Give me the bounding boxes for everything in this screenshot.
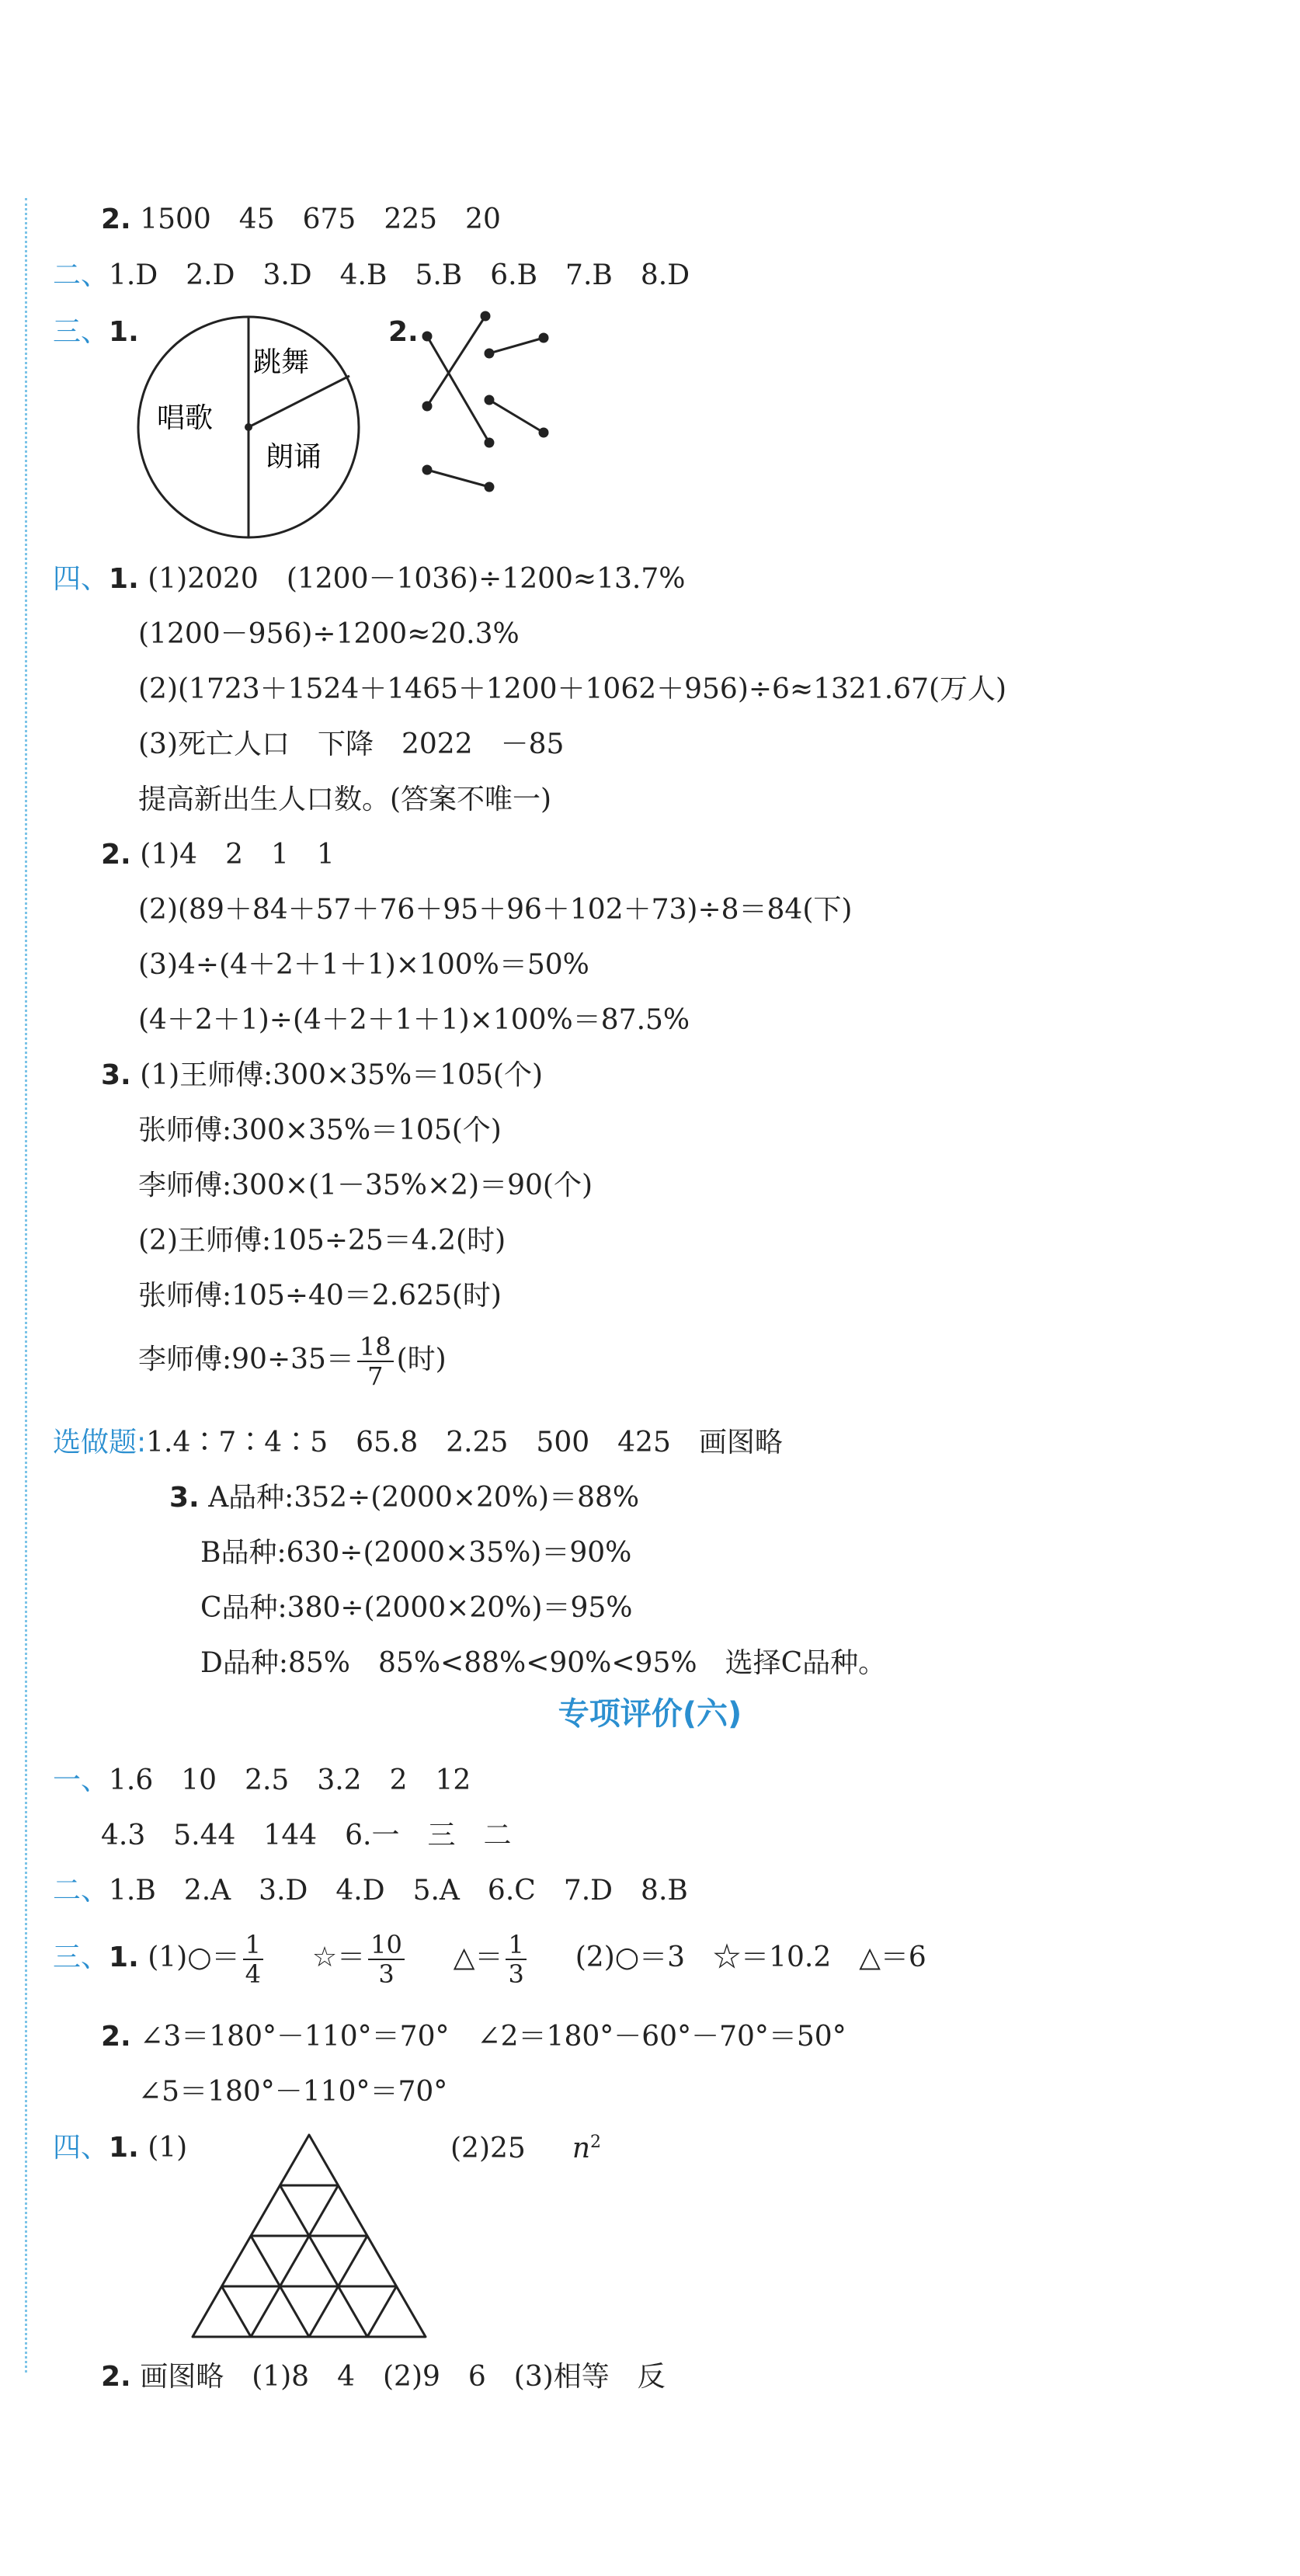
answer-line: (2)王师傅:105÷25＝4.2(时)	[138, 1225, 506, 1257]
answer-line: 三、1.	[53, 316, 139, 348]
section-marker: 四、	[53, 2132, 109, 2164]
answer-line: D品种:85% 85%<88%<90%<95% 选择C品种。	[200, 1647, 887, 1679]
answer-label: 2.	[388, 316, 419, 348]
section-marker: 二、	[53, 259, 109, 291]
fraction: $\frac{18}{7}$	[357, 1334, 394, 1389]
pie-label-recite: 朗诵	[266, 441, 322, 473]
section-marker: 选做题:	[53, 1427, 147, 1458]
answer-line: (1200－956)÷1200≈20.3%	[138, 618, 520, 650]
answer-line: (2)(1723＋1524＋1465＋1200＋1062＋956)÷6≈1321.67(万人)	[138, 673, 1007, 705]
answer-line: 3. (1)王师傅:300×35%＝105(个)	[101, 1059, 544, 1091]
answer-line: 2. ∠3＝180°－110°＝70° ∠2＝180°－60°－70°＝50°	[101, 2021, 846, 2053]
answer-line: 三、1. (1)○＝ $\frac{1}{4}$ ☆＝ $\frac{10}{3}$ △＝ $\frac{1}{3}$ (2)○＝3 ☆＝10.2 △＝6	[53, 1930, 926, 1989]
answer-line: 二、1.D 2.D 3.D 4.B 5.B 6.B 7.B 8.D	[53, 259, 690, 291]
answer-line: (3)死亡人口 下降 2022 －85	[138, 728, 565, 760]
answer-line: 张师傅:105÷40＝2.625(时)	[138, 1280, 502, 1312]
pie-label-sing: 唱歌	[157, 402, 214, 434]
answer-line: 四、1. (1)2020 (1200－1036)÷1200≈13.7%	[53, 563, 686, 595]
answer-line: (4＋2＋1)÷(4＋2＋1＋1)×100%＝87.5%	[138, 1004, 690, 1036]
answer-line: (3)4÷(4＋2＋1＋1)×100%＝50%	[138, 949, 589, 981]
section-marker: 二、	[53, 1875, 109, 1907]
answer-line: (2)(89＋84＋57＋76＋95＋96＋102＋73)÷8＝84(下)	[138, 894, 853, 926]
section-marker: 一、	[53, 1764, 109, 1796]
answer-line: 二、1.B 2.A 3.D 4.D 5.A 6.C 7.D 8.B	[53, 1875, 688, 1907]
answer-line: 李师傅:300×(1－35%×2)＝90(个)	[138, 1170, 593, 1201]
answer-line: 3. A品种:352÷(2000×20%)＝88%	[169, 1482, 640, 1514]
answer-line: 2. 1500 45 675 225 20	[101, 203, 501, 235]
pie-center-dot	[245, 423, 252, 431]
answer-line: 4.3 5.44 144 6.一 三 二	[101, 1820, 512, 1851]
page-margin-line	[25, 198, 27, 2373]
answer-line: 四、1. (1)	[53, 2132, 188, 2164]
answer-line: ∠5＝180°－110°＝70°	[138, 2076, 448, 2108]
fraction: $\frac{1}{4}$	[243, 1932, 263, 1987]
answer-line: 2. 画图略 (1)8 4 (2)9 6 (3)相等 反	[101, 2361, 666, 2393]
answer-line: 2. (1)4 2 1 1	[101, 839, 335, 871]
pie-label-dance: 跳舞	[253, 346, 310, 378]
matching-lines-figure	[404, 307, 567, 509]
section-marker: 四、	[53, 563, 109, 595]
answer-line: 选做题:1.4∶7∶4∶5 65.8 2.25 500 425 画图略	[53, 1427, 783, 1458]
answer-line: 张师傅:300×35%＝105(个)	[138, 1114, 502, 1146]
answer-line: C品种:380÷(2000×20%)＝95%	[200, 1592, 633, 1624]
section-title: 专项评价(六)	[558, 1696, 742, 1732]
fraction: $\frac{10}{3}$	[368, 1932, 405, 1987]
answer-line: 一、1.6 10 2.5 3.2 2 12	[53, 1764, 471, 1796]
section-marker: 三、	[53, 316, 109, 348]
triangle-grid-figure	[185, 2132, 433, 2349]
pie-chart-figure	[124, 311, 373, 551]
answer-line: 李师傅:90÷35＝ $\frac{18}{7}$ (时)	[138, 1332, 447, 1391]
answer-line: 提高新出生人口数。(答案不唯一)	[138, 784, 552, 815]
answer-line: (2)25 $n^2$	[450, 2133, 601, 2164]
section-marker: 三、	[53, 1942, 109, 1973]
fraction: $\frac{1}{3}$	[506, 1932, 526, 1987]
answer-line: B品种:630÷(2000×35%)＝90%	[200, 1537, 632, 1569]
pie-divider-slant	[249, 376, 349, 427]
